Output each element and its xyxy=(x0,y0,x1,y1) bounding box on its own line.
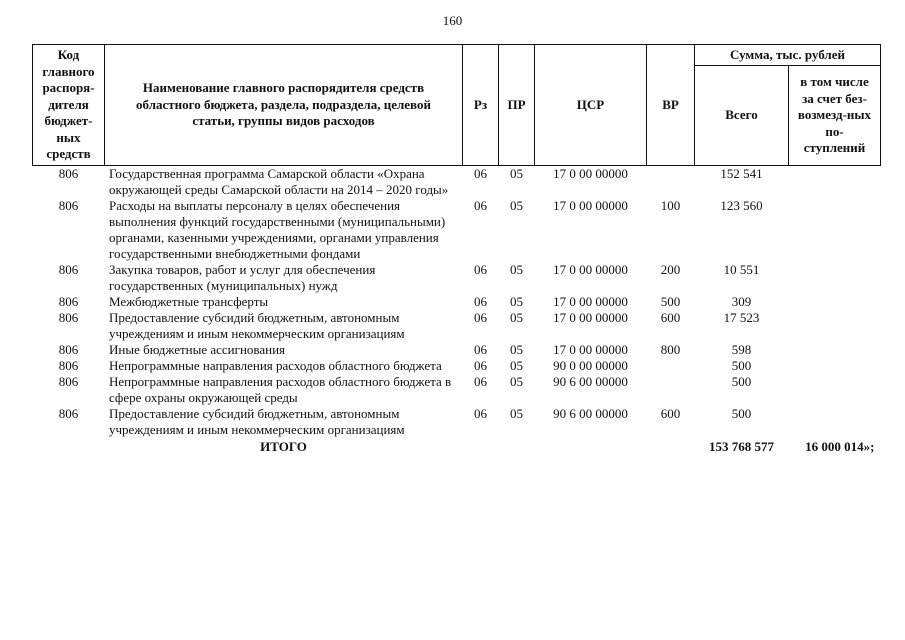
row-code: 806 xyxy=(58,310,79,325)
row-rz: 06 xyxy=(474,374,487,389)
row-pr: 05 xyxy=(510,166,523,181)
row-pr: 05 xyxy=(510,342,523,357)
row-vr xyxy=(647,358,695,374)
header-name: Наименование главного распорядителя средств областного бюджета, раздела, подраздела, целевой статьи, группы видов расходов xyxy=(105,45,463,166)
header-sum: Сумма, тыс. рублей xyxy=(695,45,881,66)
table-row xyxy=(33,198,881,262)
row-total: 500 xyxy=(731,374,752,389)
row-incl xyxy=(789,294,881,310)
row-pr: 05 xyxy=(510,374,523,389)
row-rz: 06 xyxy=(474,262,487,277)
row-name: Непрограммные направления расходов областного бюджета в сфере охраны окружающей среды xyxy=(109,374,452,405)
table-row xyxy=(33,406,881,438)
row-vr: 800 xyxy=(660,342,681,357)
row-total: 598 xyxy=(731,342,752,357)
table-row xyxy=(33,294,881,310)
header-rz: Рз xyxy=(463,45,499,166)
row-incl xyxy=(789,166,881,199)
row-name: Межбюджетные трансферты xyxy=(109,294,269,309)
row-total: 152 541 xyxy=(720,166,763,181)
row-code: 806 xyxy=(58,166,79,181)
row-vr: 500 xyxy=(660,294,681,309)
header-pr: ПР xyxy=(499,45,535,166)
row-code: 806 xyxy=(58,198,79,213)
row-pr: 05 xyxy=(510,310,523,325)
row-csr: 17 0 00 00000 xyxy=(553,294,628,309)
row-pr: 05 xyxy=(510,262,523,277)
row-total: 500 xyxy=(731,358,752,373)
row-code: 806 xyxy=(58,294,79,309)
header-total: Всего xyxy=(695,66,789,166)
row-code: 806 xyxy=(58,262,79,277)
row-incl xyxy=(789,406,881,438)
table-row xyxy=(33,374,881,406)
row-total: 10 551 xyxy=(723,262,760,277)
row-incl xyxy=(789,198,881,262)
header-vr: ВР xyxy=(647,45,695,166)
total-label: ИТОГО xyxy=(260,439,307,454)
row-csr: 90 0 00 00000 xyxy=(553,358,628,373)
row-name: Предоставление субсидий бюджетным, автономным учреждениям и иным некоммерческим организациям xyxy=(109,310,405,341)
row-incl xyxy=(789,262,881,294)
page-number: 160 xyxy=(442,13,463,28)
row-total: 500 xyxy=(731,406,752,421)
row-rz: 06 xyxy=(474,342,487,357)
table-row xyxy=(33,358,881,374)
row-name: Предоставление субсидий бюджетным, автономным учреждениям и иным некоммерческим организациям xyxy=(109,406,405,437)
row-name: Иные бюджетные ассигнования xyxy=(109,342,286,357)
table-row xyxy=(33,166,881,199)
row-vr: 100 xyxy=(660,198,681,213)
row-vr: 600 xyxy=(660,406,681,421)
row-incl xyxy=(789,342,881,358)
row-vr xyxy=(647,374,695,406)
row-code: 806 xyxy=(58,406,79,421)
row-rz: 06 xyxy=(474,358,487,373)
total-sum: 153 768 577 xyxy=(709,439,774,454)
table-row xyxy=(33,310,881,342)
row-code: 806 xyxy=(58,358,79,373)
row-csr: 17 0 00 00000 xyxy=(553,310,628,325)
row-incl xyxy=(789,310,881,342)
row-incl xyxy=(789,374,881,406)
row-csr: 17 0 00 00000 xyxy=(553,166,628,181)
row-pr: 05 xyxy=(510,198,523,213)
header-code: Код главного распоря-дителя бюджет-ных средств xyxy=(33,45,105,166)
row-code: 806 xyxy=(58,374,79,389)
total-row xyxy=(33,438,881,455)
row-vr: 600 xyxy=(660,310,681,325)
row-rz: 06 xyxy=(474,406,487,421)
row-rz: 06 xyxy=(474,294,487,309)
table-row xyxy=(33,342,881,358)
row-csr: 90 6 00 00000 xyxy=(553,406,628,421)
total-extra: 16 000 014»; xyxy=(805,439,875,454)
header-csr: ЦСР xyxy=(535,45,647,166)
row-name: Расходы на выплаты персоналу в целях обеспечения выполнения функций государственными (муниципальными) органами, казенными учреждениями, органами управления государственными внебюджетными фондами xyxy=(109,198,446,261)
row-rz: 06 xyxy=(474,310,487,325)
row-incl xyxy=(789,358,881,374)
row-csr: 90 6 00 00000 xyxy=(553,374,628,389)
row-total: 309 xyxy=(731,294,752,309)
row-rz: 06 xyxy=(474,198,487,213)
row-csr: 17 0 00 00000 xyxy=(553,198,628,213)
row-pr: 05 xyxy=(510,406,523,421)
row-vr: 200 xyxy=(660,262,681,277)
header-incl: в том числе за счет без-возмезд-ных по-ступлений xyxy=(789,66,881,166)
row-name: Закупка товаров, работ и услуг для обеспечения государственных (муниципальных) нужд xyxy=(109,262,376,293)
row-name: Непрограммные направления расходов областного бюджета xyxy=(109,358,442,373)
row-pr: 05 xyxy=(510,294,523,309)
table-row xyxy=(33,262,881,294)
row-csr: 17 0 00 00000 xyxy=(553,342,628,357)
row-name: Государственная программа Самарской области «Охрана окружающей среды Самарской области на 2014 – 2020 годы» xyxy=(109,166,449,197)
row-csr: 17 0 00 00000 xyxy=(553,262,628,277)
row-total: 123 560 xyxy=(720,198,763,213)
row-pr: 05 xyxy=(510,358,523,373)
row-code: 806 xyxy=(58,342,79,357)
row-vr xyxy=(647,166,695,199)
row-total: 17 523 xyxy=(723,310,760,325)
row-rz: 06 xyxy=(474,166,487,181)
budget-table xyxy=(32,44,881,455)
